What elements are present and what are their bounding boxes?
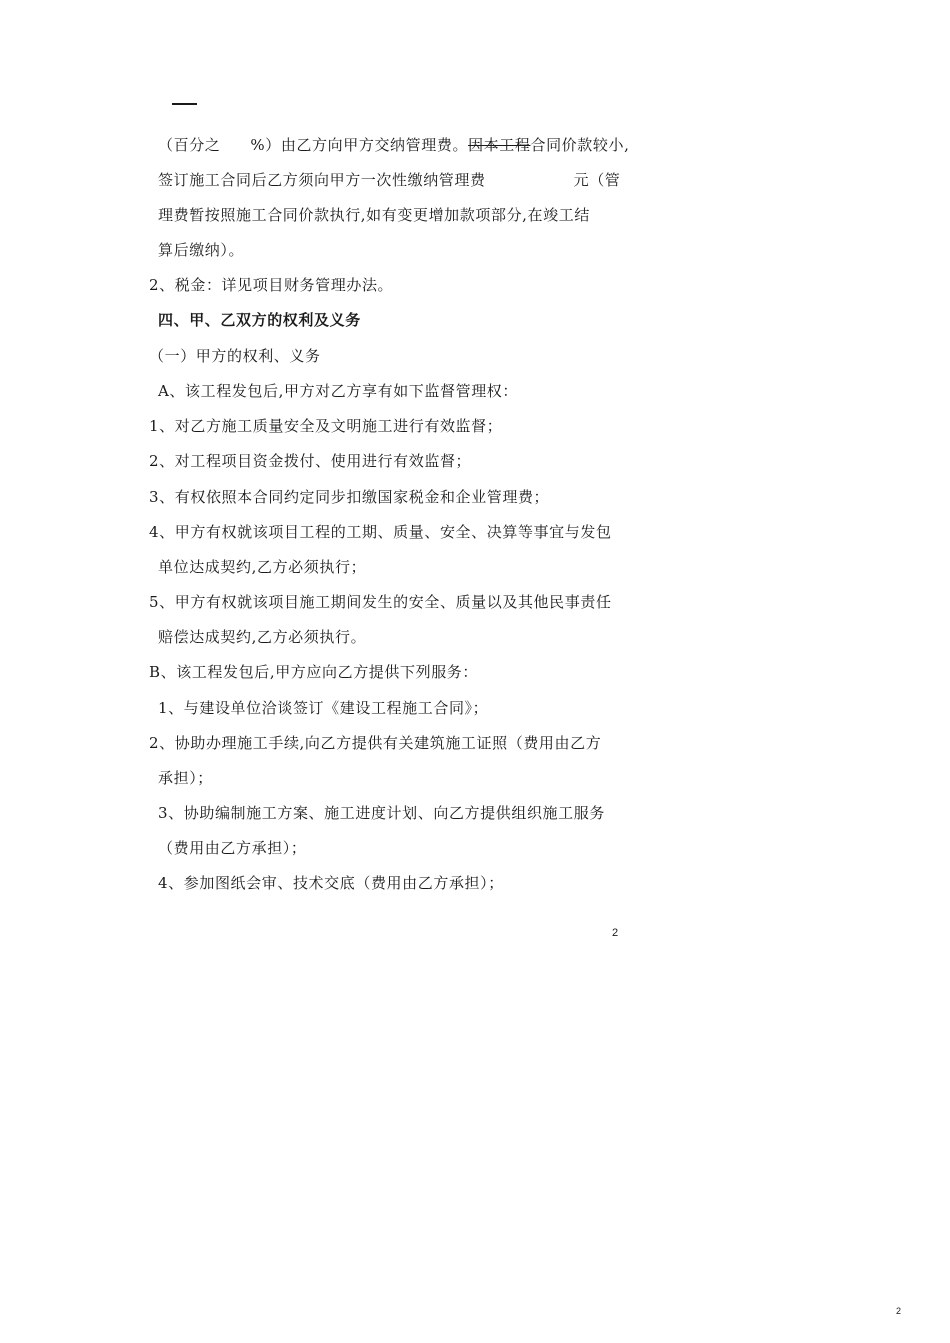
clause-a-item-1: 1、对乙方施工质量安全及文明施工进行有效监督；	[149, 417, 503, 435]
top-dash-mark	[172, 103, 197, 105]
fee-paragraph-line-2	[158, 170, 620, 190]
page-number-corner: 2	[896, 1306, 902, 1316]
fee-line-1-end: 合同价款较小,	[530, 136, 630, 154]
section-four-heading: 四、甲、乙双方的权利及义务	[158, 311, 361, 329]
fee-paragraph-line-3: 理费暂按照施工合同价款执行,如有变更增加款项部分,在竣工结	[158, 206, 590, 224]
clause-b-item-4: 4、参加图纸会审、技术交底（费用由乙方承担）；	[158, 874, 504, 892]
clause-b-item-3-line-2: （费用由乙方承担）；	[158, 839, 307, 857]
clause-a-item-2: 2、对工程项目资金拨付、使用进行有效监督；	[149, 452, 472, 470]
page-number-inline: 2	[612, 927, 619, 939]
fee-paragraph-line-4: 算后缴纳）。	[158, 241, 245, 259]
sub-section-one-heading: （一）甲方的权利、义务	[149, 347, 321, 365]
clause-b-item-2-line-2: 承担）；	[158, 769, 213, 787]
tax-clause: 2、税金：详见项目财务管理办法。	[149, 276, 394, 294]
clause-b-intro: B、该工程发包后,甲方应向乙方提供下列服务：	[149, 663, 478, 681]
fee-amount-suffix: 元（管	[573, 171, 621, 189]
fee-amount-prefix: 签订施工合同后乙方须向甲方一次性缴纳管理费	[158, 171, 486, 189]
clause-a-item-5-line-2: 赔偿达成契约,乙方必须执行。	[158, 628, 367, 646]
clause-a-item-5-line-1: 5、甲方有权就该项目施工期间发生的安全、质量以及其他民事责任	[149, 593, 612, 611]
fee-paragraph-line-1	[158, 135, 629, 155]
clause-b-item-1: 1、与建设单位洽谈签订《建设工程施工合同》；	[158, 699, 489, 717]
clause-a-item-3: 3、有权依照本合同约定同步扣缴国家税金和企业管理费；	[149, 488, 550, 506]
fee-percent-suffix: %）由乙方向甲方交纳管理费。	[250, 136, 469, 154]
fee-percent-prefix: （百分之	[158, 136, 221, 154]
clause-b-item-2-line-1: 2、协助办理施工手续,向乙方提供有关建筑施工证照（费用由乙方	[149, 734, 602, 752]
clause-a-item-4-line-2: 单位达成契约,乙方必须执行；	[158, 558, 367, 576]
struck-text: 因本工程	[468, 136, 531, 154]
clause-a-item-4-line-1: 4、甲方有权就该项目工程的工期、质量、安全、决算等事宜与发包	[149, 523, 612, 541]
clause-b-item-3-line-1: 3、协助编制施工方案、施工进度计划、向乙方提供组织施工服务	[158, 804, 605, 822]
clause-a-intro: A、该工程发包后,甲方对乙方享有如下监督管理权：	[158, 382, 519, 400]
